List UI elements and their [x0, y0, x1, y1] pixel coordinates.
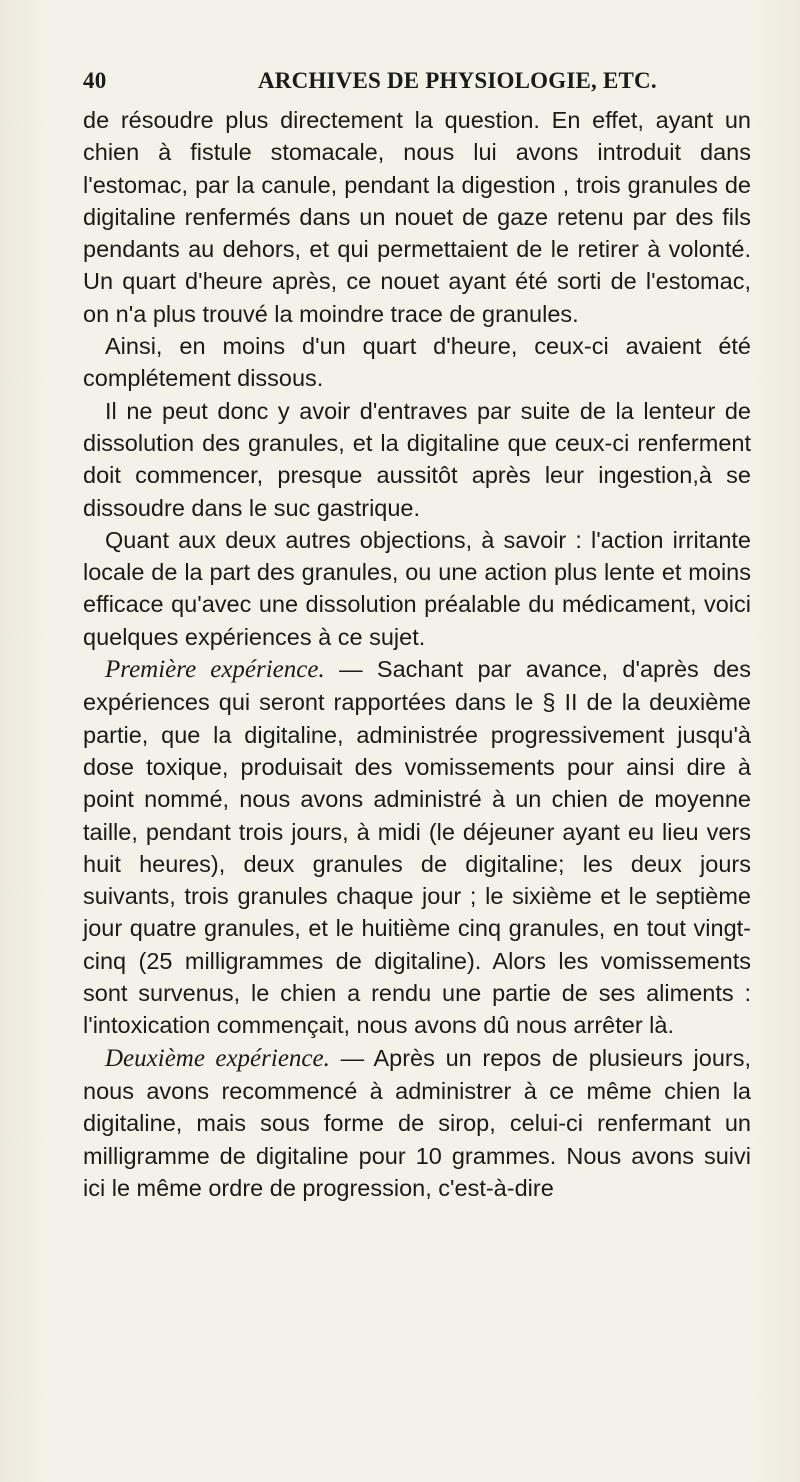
running-title: ARCHIVES DE PHYSIOLOGIE, ETC. [258, 68, 657, 93]
body-text [83, 104, 751, 1204]
paragraph-conclusion [83, 395, 751, 524]
paragraph-second-experiment [83, 1042, 751, 1204]
paragraph-text: Ainsi, en moins d'un quart d'heure, ceux-ci avaient été complétement dissous. [83, 333, 751, 392]
paragraph-text: de résoudre plus directement la question. En effet, ayant un chien à fistule stomacale, nous lui avons introduit dans l'estomac, par la canule, pendant la digestion , trois granules de digitaline renfermés dans un nouet de gaze retenu par des fils pendants au dehors, et qui permettaient de le retirer à volonté. Un quart d'heure après, ce nouet ayant été sorti de l'estomac, on n'a plus trouvé la moindre trace de granules. [83, 107, 751, 327]
paragraph-text: — Après un repos de plusieurs jours, nous avons recommencé à administrer à ce même chien la digitaline, mais sous forme de sirop, celui-ci renfermant un milligramme de digitaline pour 10 grammes. Nous avons suivi ici le même ordre de progression, c'est-à-dire [83, 1044, 751, 1201]
paragraph-text: — Sachant par avance, d'après des expériences qui seront rapportées dans le § II de la deuxième partie, que la digitaline, administrée progressivement jusqu'à dose toxique, produisait des vomissements pour ainsi dire à point nommé, nous avons administré à un chien de moyenne taille, pendant trois jours, à midi (le déjeuner ayant eu lieu vers huit heures), deux granules de digitaline; les deux jours suivants, trois granules chaque jour ; le sixième et le septième jour quatre granules, et le huitième cinq granules, en tout vingt-cinq (25 milligrammes de digitaline). Alors les vomissements sont survenus, le chien a rendu une partie de ses aliments : l'intoxication commençait, nous avons dû nous arrêter là. [83, 656, 751, 1039]
running-header [83, 68, 743, 108]
paragraph-text: Quant aux deux autres objections, à savoir : l'action irritante locale de la part des granules, ou une action plus lente et moins efficace qu'avec une dissolution préalable du médicament, voici quelques expériences à ce sujet. [83, 526, 751, 650]
paragraph-objections [83, 524, 751, 653]
paragraph-text: Il ne peut donc y avoir d'entraves par suite de la lenteur de dissolution des granules, et la digitaline que ceux-ci renferment doit commencer, presque aussitôt après leur ingestion,à se dissoudre dans le suc gastrique. [83, 397, 751, 521]
paragraph-first-experiment [83, 653, 751, 1042]
page-number: 40 [83, 68, 107, 93]
paragraph-dissolution [83, 330, 751, 395]
experiment-heading: Deuxième expérience. [105, 1044, 330, 1072]
paragraph-continuation [83, 104, 751, 330]
experiment-heading: Première expérience. [105, 656, 325, 684]
